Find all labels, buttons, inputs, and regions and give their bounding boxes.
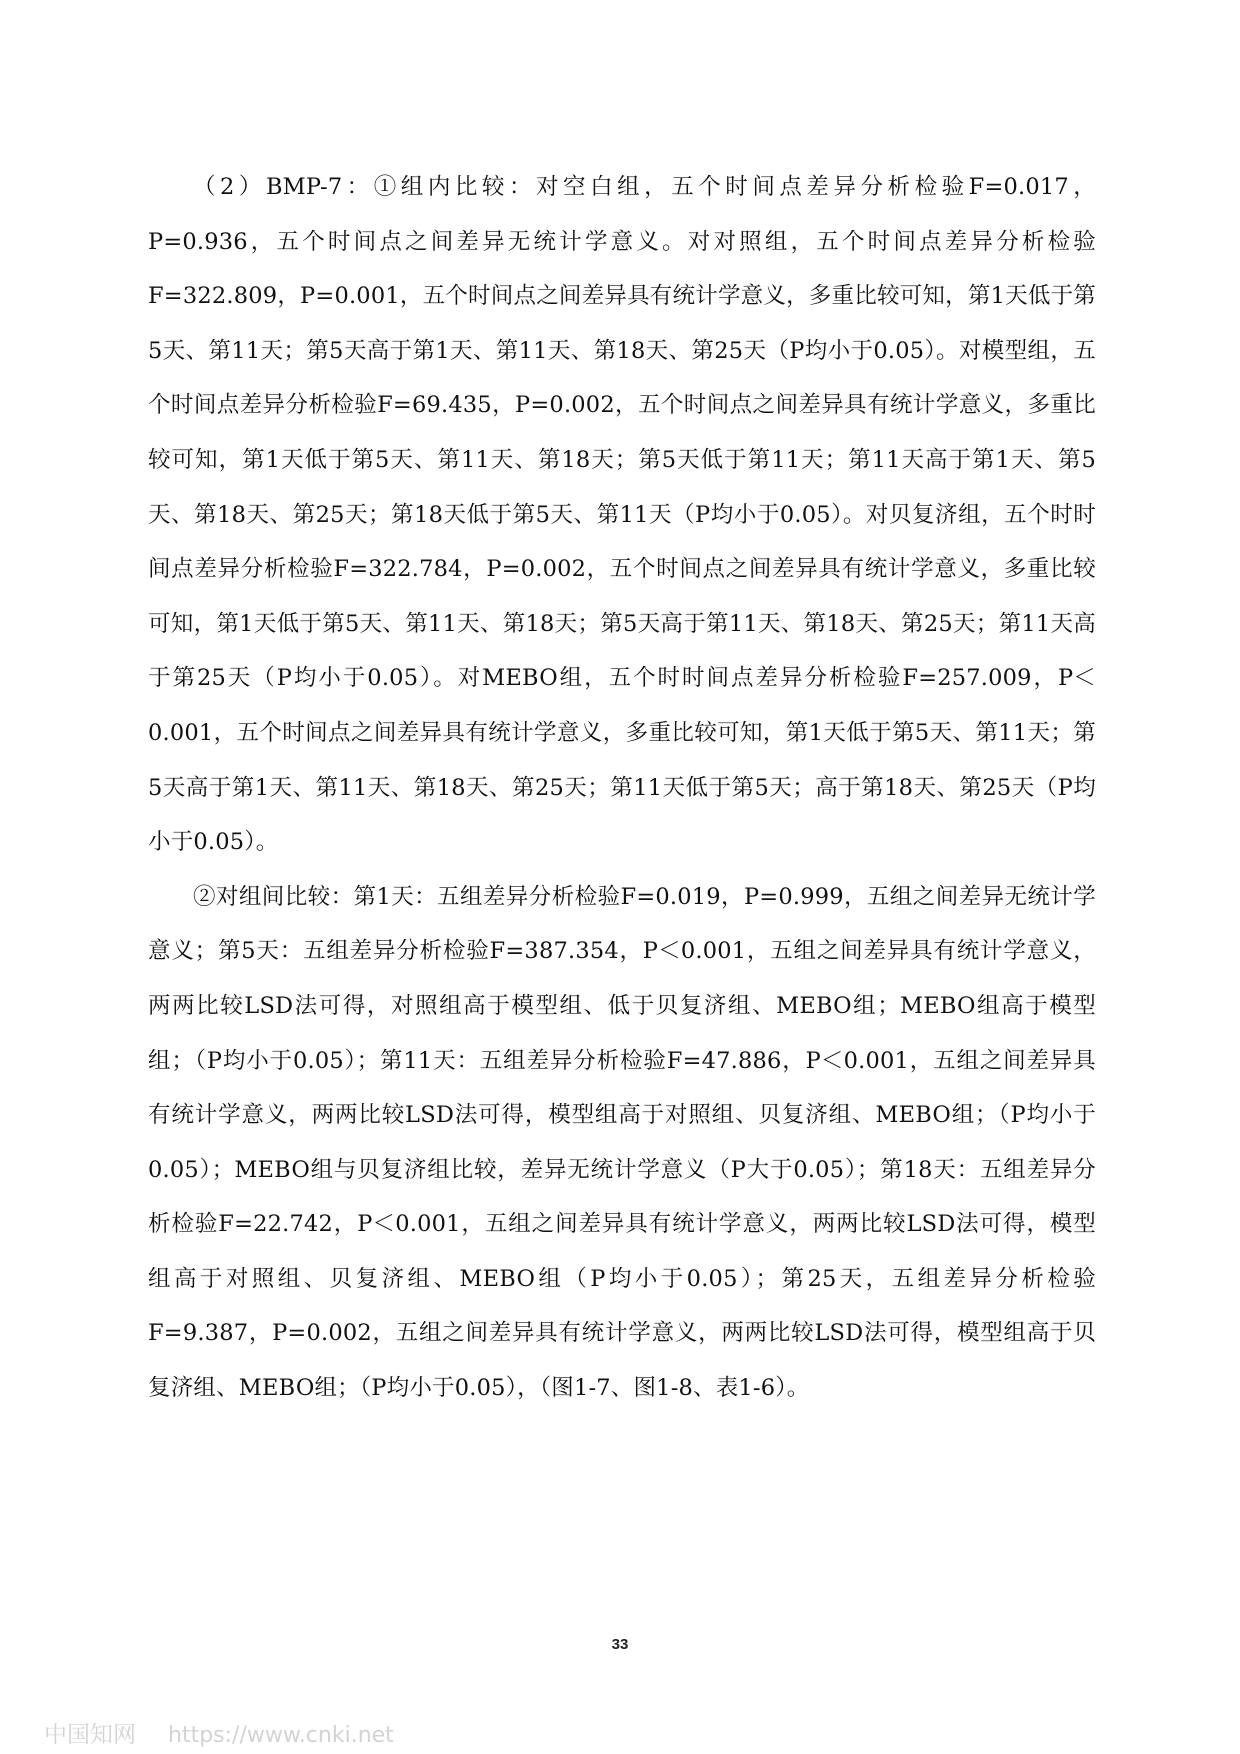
watermark-brand: 中国知网: [44, 1722, 136, 1748]
cnki-watermark: [44, 1716, 394, 1749]
paragraph-bmp7-within-group: （2）BMP-7：①组内比较：对空白组，五个时间点差异分析检验F=0.017，P=0.936，五个时间点之间差异无统计学意义。对对照组，五个时间点差异分析检验F=322.809，P=0.001，五个时间点之间差异具有统计学意义，多重比较可知，第1天低于第5天、第11天；第5天高于第1天、第11天、第18天、第25天（P均小于0.05）。对模型组，五个时间点差异分析检验F=69.435，P=0.002，五个时间点之间差异具有统计学意义，多重比较可知，第1天低于第5天、第11天、第18天；第5天低于第11天；第11天高于第1天、第5天、第18天、第25天；第18天低于第5天、第11天（P均小于0.05）。对贝复济组，五个时时间点差异分析检验F=322.784，P=0.002，五个时间点之间差异具有统计学意义，多重比较可知，第1天低于第5天、第11天、第18天；第5天高于第11天、第18天、第25天；第11天高于第25天（P均小于0.05）。对MEBO组，五个时时间点差异分析检验F=257.009，P＜0.001，五个时间点之间差异具有统计学意义，多重比较可知，第1天低于第5天、第11天；第5天高于第1天、第11天、第18天、第25天；第11天低于第5天；高于第18天、第25天（P均小于0.05）。: [148, 174, 1096, 856]
page-number: 33: [611, 1636, 629, 1653]
page-body: [148, 160, 1096, 1416]
paragraph-bmp7-between-group: ②对组间比较：第1天：五组差异分析检验F=0.019，P=0.999，五组之间差异无统计学意义；第5天：五组差异分析检验F=387.354，P＜0.001，五组之间差异具有统计学意义，两两比较LSD法可得，对照组高于模型组、低于贝复济组、MEBO组；MEBO组高于模型组；（P均小于0.05）；第11天：五组差异分析检验F=47.886，P＜0.001，五组之间差异具有统计学意义，两两比较LSD法可得，模型组高于对照组、贝复济组、MEBO组；（P均小于0.05）；MEBO组与贝复济组比较，差异无统计学意义（P大于0.05）；第18天：五组差异分析检验F=22.742，P＜0.001，五组之间差异具有统计学意义，两两比较LSD法可得，模型组高于对照组、贝复济组、MEBO组（P均小于0.05）；第25天，五组差异分析检验F=9.387，P=0.002，五组之间差异具有统计学意义，两两比较LSD法可得，模型组高于贝复济组、MEBO组；（P均小于0.05），（图1-7、图1-8、表1-6）。: [148, 883, 1096, 1402]
watermark-url: https://www.cnki.net: [168, 1723, 394, 1748]
